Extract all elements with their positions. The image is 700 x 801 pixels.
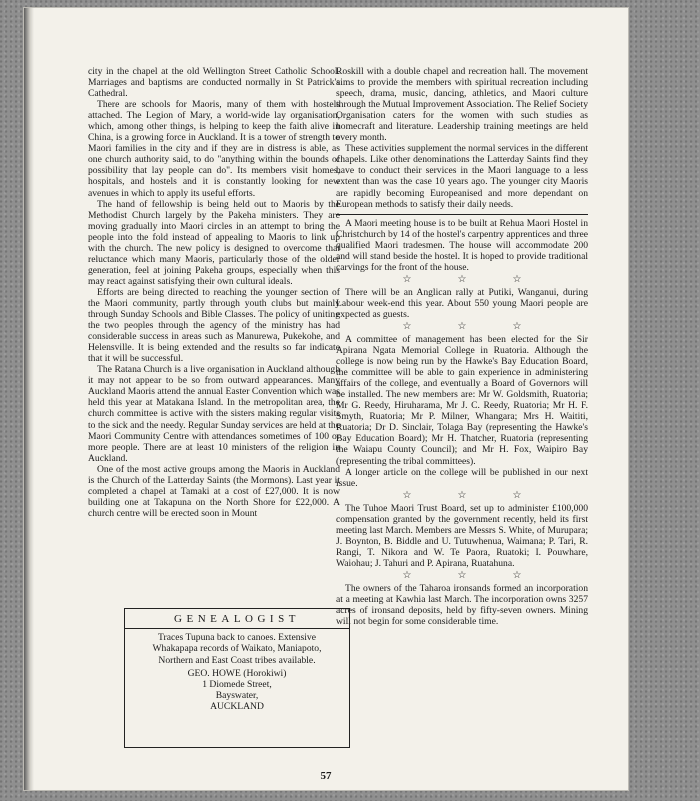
paragraph: There are schools for Maoris, many of them with hostels attached. The Legion of Mary, a world-wide lay organisation, which, among other things, is helping to keep the faith alive in China, is a growing force in Auckland. It is a tower of strength to Maori families in the city and if they are in distress is able, as one church authority said, to do "anything within the bounds of possibility that lay people can do". Its members visit homes, hospitals, and hostels and it is constantly looking for new avenues in which to apply its useful efforts. bbox=[88, 99, 340, 199]
genealogist-advert bbox=[124, 608, 350, 748]
star-icon: ☆ bbox=[512, 569, 522, 581]
star-separator bbox=[336, 274, 588, 286]
advert-body-line: Northern and East Coast tribes available. bbox=[158, 654, 316, 666]
advert-rule bbox=[125, 628, 349, 629]
star-separator bbox=[336, 321, 588, 333]
section-rule bbox=[336, 214, 588, 215]
paragraph: The hand of fellowship is being held out to Maoris by the Methodist Church largely by the Pakeha ministers. They are moving gradually into Maori circles in an attempt to bring the people into the fold instead of appealing to Maoris to link up with the church. The new policy is designed to overcome that reluctance which many Maoris, particularly those of the older generation, feel at joining Pakeha groups, especially when this may react against satisfying their own cultural ideals. bbox=[88, 198, 340, 287]
paragraph: A longer article on the college will be published in our next issue. bbox=[336, 466, 588, 489]
paragraph: These activities supplement the normal services in the different chapels. Like other denominations the Latterday Saints find they have to conduct their services in the Maori language to a less extent than was the case 10 years ago. The younger city Maoris are rapidly becoming Europeanised and more dependant on European methods to satisfy their daily needs. bbox=[336, 143, 588, 210]
star-icon: ☆ bbox=[457, 489, 467, 501]
advert-address-line: AUCKLAND bbox=[210, 701, 264, 713]
advert-body-line: Whakapapa records of Waikato, Maniapoto, bbox=[152, 643, 322, 655]
star-separator bbox=[336, 570, 588, 582]
advert-body-line: Traces Tupuna back to canoes. Extensive bbox=[158, 632, 316, 644]
page-fold-shadow bbox=[24, 8, 34, 790]
star-icon: ☆ bbox=[402, 320, 412, 332]
page-number: 57 bbox=[320, 770, 332, 782]
paragraph: The owners of the Taharoa ironsands formed an incorporation at a meeting at Kawhia last March. The incorporation owns 3257 acres of ironsand deposits, held by fifty-seven owners. Mining will not begin for some considerable time. bbox=[336, 582, 588, 628]
paragraph: The Ratana Church is a live organisation in Auckland although it may not appear to be so from outward appearances. Many Auckland Maoris attend the annual Easter Convention which was held this year at Matakana Island. In the metropolitan area, the church committee is active with the sisters making regular visits to the sick and the needy. Regular Sunday services are held at the Maori Community Centre with attendances sometimes of 100 or more people. There are at least 10 ministers of the religion in Auckland. bbox=[88, 364, 340, 464]
star-icon: ☆ bbox=[512, 320, 522, 332]
star-icon: ☆ bbox=[457, 569, 467, 581]
star-icon: ☆ bbox=[512, 489, 522, 501]
paragraph: A Maori meeting house is to be built at Rehua Maori Hostel in Christchurch by 14 of the hostel's carpentry apprentices and three qualified Maori tradesmen. The house will accommodate 200 and will stand beside the hostel. It is hoped to provide traditional carvings for the front of the house. bbox=[336, 217, 588, 273]
star-icon: ☆ bbox=[457, 273, 467, 285]
advert-address-line: Bayswater, bbox=[215, 690, 259, 702]
paragraph: city in the chapel at the old Wellington Street Catholic School. Marriages and baptisms are conducted normally in St Patrick's Cathedral. bbox=[88, 66, 340, 100]
paragraph: There will be an Anglican rally at Putiki, Wanganui, during Labour week-end this year. About 550 young Maori people are expected as guests. bbox=[336, 286, 588, 320]
paragraph: Efforts are being directed to reaching the younger section of the Maori community, partly through youth clubs but mainly through Sunday Schools and Bible Classes. The policy of uniting the two peoples through the agency of the ministry has had considerable success in areas such as Manurewa, Pukekohe, and Helensville. It is being extended and the results so far indicate that it will be successful. bbox=[88, 286, 340, 365]
star-icon: ☆ bbox=[402, 273, 412, 285]
right-column bbox=[336, 66, 588, 627]
advert-address-line: 1 Diomede Street, bbox=[202, 679, 272, 691]
left-column bbox=[88, 66, 340, 519]
paragraph: Roskill with a double chapel and recreation hall. The movement aims to provide the members with spiritual recreation including speech, drama, music, dancing, athletics, and Maori culture through the Mutual Improvement Association. The Relief Society Organisation caters for the women with such studies as homecraft and literature. Leadership training meetings are held every month. bbox=[336, 66, 588, 144]
star-icon: ☆ bbox=[402, 489, 412, 501]
advert-name: GEO. HOWE (Horokiwi) bbox=[187, 667, 287, 679]
star-separator bbox=[336, 490, 588, 502]
star-icon: ☆ bbox=[457, 320, 467, 332]
advert-title: GENEALOGIST bbox=[174, 613, 300, 625]
paragraph: The Tuhoe Maori Trust Board, set up to administer £100,000 compensation granted by the government recently, held its first meeting last March. Members are Messrs S. White, of Murupara; J. Boynton, B. Biddle and U. Tutuwhenua, Waimana; P. Tari, R. Rangi, T. Nikora and W. Te Paora, Ruatoki; I. Pouwhare, Waiohau; J. Tahuri and P. Apirana, Ruatahuna. bbox=[336, 502, 588, 569]
star-icon: ☆ bbox=[402, 569, 412, 581]
paragraph: A committee of management has been elected for the Sir Apirana Ngata Memorial College in Ruatoria. Although the college is now being run by the Hawke's Bay Education Board, the committee will be able to gain experience in administering affairs of the college, and eventually a Board of Governors will be installed. The new members are: Mr W. Goldsmith, Ruatoria; Mr G. Reedy, Hiruharama, Mr J. C. Reedy, Ruatoria; Mr H. F. Smyth, Ruatoria; Mr P. Milner, Whangara; Mrs H. Waititi, Ruatoria; Dr D. Sinclair, Tolaga Bay (representing the Hawke's Bay Education Board); Mr H. Thatcher, Ruatoria (representing the Waiapu County Council); and Mr H. Fox, Waipiro Bay (representing the tribal committees). bbox=[336, 333, 588, 467]
star-icon: ☆ bbox=[512, 273, 522, 285]
magazine-page bbox=[24, 8, 628, 790]
paragraph: One of the most active groups among the Maoris in Auckland is the Church of the Latterday Saints (the Mormons). Last year it completed a chapel at Tamaki at a cost of £27,000. It is now building one at Takapuna on the North Shore for £22,000. A church centre will be erected soon in Mount bbox=[88, 463, 340, 519]
